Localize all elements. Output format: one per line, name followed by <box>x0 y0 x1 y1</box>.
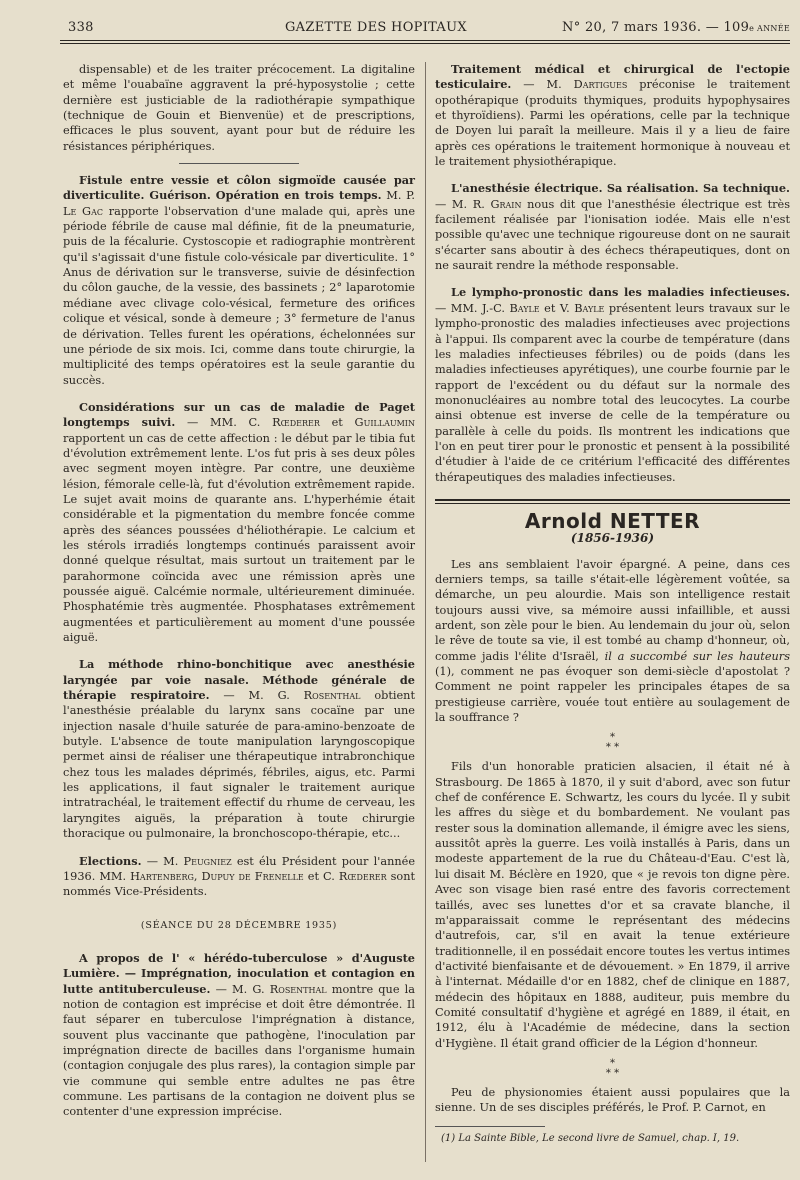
asterism: * * * <box>605 1057 620 1079</box>
obituary-quote: il a succombé sur les hauteurs <box>604 649 790 663</box>
author-prefix: — M. G. <box>223 689 290 703</box>
running-header <box>60 18 790 40</box>
report-elections <box>63 854 415 900</box>
report-ectopia <box>435 62 790 169</box>
journal-title: GAZETTE DES HOPITAUX <box>285 20 467 35</box>
page-number: 338 <box>68 20 94 35</box>
author-prefix: — M. <box>523 78 562 92</box>
author-name: Rosenthal <box>303 689 361 703</box>
report-body: montre que la notion de contagion est imprécise et doit être démontrée. Il faut séparer en tuberculose l'imprégnation à distance, souvent plus vaccinante que pathogène, l'inoculation par imprégnation directe de bacilles dans l'organisme humain (contagion conjugale des plus rares), la contagion simple par vie commune qui semble entre adultes ne pas être commune. Les partisans de la contagion ne doivent plus se contenter d'une expression imprécise. <box>63 982 416 1119</box>
issue-suffix: e ANNÉE <box>749 24 790 33</box>
author-prefix: M. P. <box>386 189 415 203</box>
report-fistula <box>63 173 415 388</box>
report-heading: Fistule entre vessie et côlon sigmoïde causée par diverticulite. Guérison. Opération en trois temps. <box>63 173 415 203</box>
column-separator <box>425 62 426 1162</box>
report-heading: Traitement médical et chirurgical de l'ectopie testiculaire. <box>435 62 790 92</box>
report-heading: Considérations sur un cas de maladie de Paget longtemps suivi. <box>63 399 415 430</box>
issue-line <box>562 20 790 35</box>
obituary-dates: (1856-1936) <box>570 531 655 546</box>
author-name: Bayle <box>574 301 605 315</box>
header-rule <box>60 40 790 41</box>
report-heredo-tuberculosis <box>63 951 415 1120</box>
report-body: rapporte l'observation d'une malade qui, après une période fébrile de cause mal définie, fit de la pneumaturie, puis de la fécalurie. Cystoscopie et radiographie montrèrent qu'il s'agissait d'une fistule colo-vésicale par diverticulite. 1° Anus de dérivation sur le transverse, suivie de désinfection du côlon gauche, de la vessie, des bassinets ; 2° laparotomie médiane avec clivage colo-vésical, fermeture des orifices colique et vésical, sonde à demeure ; 3° fermeture de l'anus de dérivation. Telles furent les opérations, échelonnées sur une période de six mois. Ici, comme dans toute chirurgie, la multiplicité des temps opératoires est la seule garantie du succès. <box>63 204 416 387</box>
section-divider <box>179 163 299 164</box>
obituary-rule-thin <box>435 503 790 504</box>
obituary-paragraph: Fils d'un honorable praticien alsacien, il était né à Strasbourg. De 1865 à 1870, il y suit d'abord, avec son futur chef de conférence E. Schwartz, les cours du lycée. Il y subit les affres du siège et du bombardement. Ne voulant pas rester sous la domination allemande, il émigre avec les siens, aussitôt après la guerre. Les voilà installés à Paris, dans un modeste appartement de la rue du Château-d'Eau. C'est là, lui disait M. Béclère en 1920, que « je revois ton digne père. Avec son visage bien rasé entre des favoris correctement taillés, avec ses lunettes d'or et sa cravate blanche, il m'apparaissait comme le représentant des médecins d'autrefois, car, s'il en avait la tenue extérieure traditionnelle, il en possédait encore toutes les vertus intimes d'activité bienfaisante et de dévouement. » En 1879, il arrive à l'internat. Médaille d'or en 1882, chef de clinique en 1887, médecin des hôpitaux en 1888, auditeur, puis membre du Comité consultatif d'hygiène et agrégé en 1889, il était, en 1912, élu à l'Académie de médecine, dans la section d'Hygiène. Il était grand officier de la Légion d'honneur. <box>435 760 790 1050</box>
footnote: (1) La Sainte Bible, Le second livre de Samuel, chap. I, 19. <box>441 1132 740 1144</box>
obituary-paragraph <box>435 557 790 726</box>
author-joiner: et V. <box>544 301 570 315</box>
author-name: Rosenthal <box>269 982 327 996</box>
report-lympho-prognosis <box>435 285 790 484</box>
report-rhino-bronchitic <box>63 657 415 841</box>
author-joiner: et <box>331 416 343 430</box>
report-body: préconise le traitement opothérapique (produits thymiques, produits hypophysaires et thyroïdiens). Parmi les opérations, celle par la technique de Doyen lui paraît la meilleure. Mais il y a lieu de faire après ces opérations le traitement hormonique à nouveau et le traitement physiothérapique. <box>435 78 791 169</box>
author-name: Dartigues <box>573 78 628 92</box>
author-joiner: et C. <box>307 869 335 883</box>
author-name: Guillaumin <box>354 416 415 430</box>
issue-number: N° 20, 7 mars 1936. — 109 <box>562 20 750 35</box>
report-body: présentent leurs travaux sur le lympho-pronostic des maladies infectieuses avec projections à l'appui. Ils comparent avec la courbe de température (dans les maladies infectieuses fébriles) ou de poids (dans les maladies infectieuses apyrétiques), une courbe fournie par le rapport de l'excédent ou du défaut sur la normale des mononucléaires au nombre total des leucocytes. La courbe ainsi obtenue est inverse de celle de la température ou parallèle à celle du poids. Ils montrent les indications que l'on en peut tirer pour le pronostic et pensent à la possibilité d'étudier à l'aide de ce critérium l'efficacité des différentes thérapeutiques des maladies infectieuses. <box>435 301 791 484</box>
author-name: Peugniez <box>183 854 232 868</box>
author-name: Hartenberg, Dupuy de Frenelle <box>130 869 304 883</box>
report-body: rapportent un cas de cette affection : le début par le tibia fut d'évolution extrêmement lente. L'os fut pris à ses deux pôles avec segment moyen intègre. Par contre, une deuxième lésion, fémorale celle-là, fut d'évolution extrêmement rapide. Le sujet avait moins de quarante ans. L'hyperhémie était considérable et la pigmentation du membre foncée comme après des séances poussées d'héliothérapie. Le calcium et les stérols irradiés longtemps continués paraissent avoir donné quelque résultat, mais surtout un traitement par le parahormone coïncida avec une rémission après une poussée aiguë. Calcémie normale, ultérieurement diminuée. Phosphatémie très augmentée. Phosphatases extrêmement augmentées et particulièrement au moment d'une poussée aiguë. <box>63 431 415 645</box>
left-column <box>63 62 415 1120</box>
author-name: Rœderer <box>338 869 387 883</box>
author-name: Le Gac <box>63 204 103 218</box>
author-prefix: — M. <box>146 854 179 868</box>
footnote-rule <box>435 1126 545 1127</box>
obituary-text: Les ans semblaient l'avoir épargné. A peine, dans ces derniers temps, sa taille s'était-elle légèrement voûtée, sa démarche, un peu alourdie. Mais son intelligence restait toujours aussi vive, sa mémoire aussi infaillible, et aussi ardent, son zèle pour le bien. Au lendemain du jour où, selon le rêve de toute sa vie, il est tombé au champ d'honneur, où, comme jadis l'élite d'Israël, <box>435 557 790 663</box>
header-rule-thin <box>60 43 790 44</box>
paragraph-continuation: dispensable) et de les traiter précocement. La digitaline et même l'ouabaïne aggravent la pré-hyposystolie ; cette dernière est justiciable de la radiothérapie sympathique (technique de Gouin et Bienvenüe) et de prescriptions, efficaces le plus souvent, ayant pour but de réduire les résistances périphériques. <box>63 63 415 153</box>
report-body: obtient l'anesthésie préalable du larynx sans cocaïne par une injection nasale d'huile saturée de para-amino-benzoate de butyle. L'absence de toute manipulation laryngoscopique permet ainsi de réaliser une thérapeutique intrabronchique chez tous les malades déprimés, fébriles, aigus, etc. Parmi les applications, il faut signaler le traitement aurique intratrachéal, le traitement effectif du rhume de cerveau, les laryngites aiguës, la préparation à toute chirurgie thoracique ou pulmonaire, la bronchoscopo-thérapie, etc... <box>63 689 415 841</box>
report-heading: L'anesthésie électrique. Sa réalisation. Sa technique. <box>451 181 790 196</box>
obituary-rule <box>435 499 790 501</box>
report-electric-anesthesia <box>435 181 790 273</box>
author-prefix: — M. R. <box>435 197 485 211</box>
author-name: Grain <box>490 197 522 211</box>
author-prefix: — MM. C. <box>187 416 261 430</box>
report-paget <box>63 400 415 646</box>
author-prefix: — M. G. <box>215 982 265 996</box>
report-body: est élu Président pour l'année 1936. MM. <box>63 854 415 883</box>
report-heading: Le lympho-pronostic dans les maladies infectieuses. <box>451 285 790 300</box>
session-heading: (SÉANCE DU 28 DÉCEMBRE 1935) <box>140 919 338 931</box>
report-body: sont nommés Vice-Présidents. <box>63 869 416 899</box>
report-heading: La méthode rhino-bonchitique avec anesthésie laryngée par voie nasale. Méthode générale de thérapie respiratoire. <box>63 657 415 703</box>
author-name: Bayle <box>509 301 540 315</box>
report-heading: A propos de l' « hérédo-tuberculose » d'Auguste Lumière. — Imprégnation, inoculation et contagion en lutte antituberculeuse. <box>63 950 415 996</box>
author-name: Rœderer <box>272 416 320 430</box>
obituary-name: Arnold NETTER <box>524 508 701 533</box>
report-heading: Elections. <box>79 853 142 868</box>
right-column <box>435 62 790 1146</box>
report-body: nous dit que l'anesthésie électrique est très facilement réalisée par l'ionisation iodée. Mais elle n'est possible qu'avec une technique rigoureuse dont on ne saurait s'écarter sans aboutir à des échecs thérapeutiques, dont on ne saurait rendre la méthode responsable. <box>435 197 790 273</box>
asterism: * * * <box>605 732 620 754</box>
obituary-text: (1), comment ne pas évoquer son demi-siècle d'apostolat ? Comment ne point rappeler les principales étapes de sa prestigieuse carrière, vouée tout entière au soulagement de la souffrance ? <box>435 665 790 725</box>
author-prefix: — MM. J.-C. <box>435 301 505 315</box>
obituary-paragraph: Peu de physionomies étaient aussi populaires que la sienne. Un de ses disciples préférés, le Prof. P. Carnot, en <box>435 1085 790 1115</box>
